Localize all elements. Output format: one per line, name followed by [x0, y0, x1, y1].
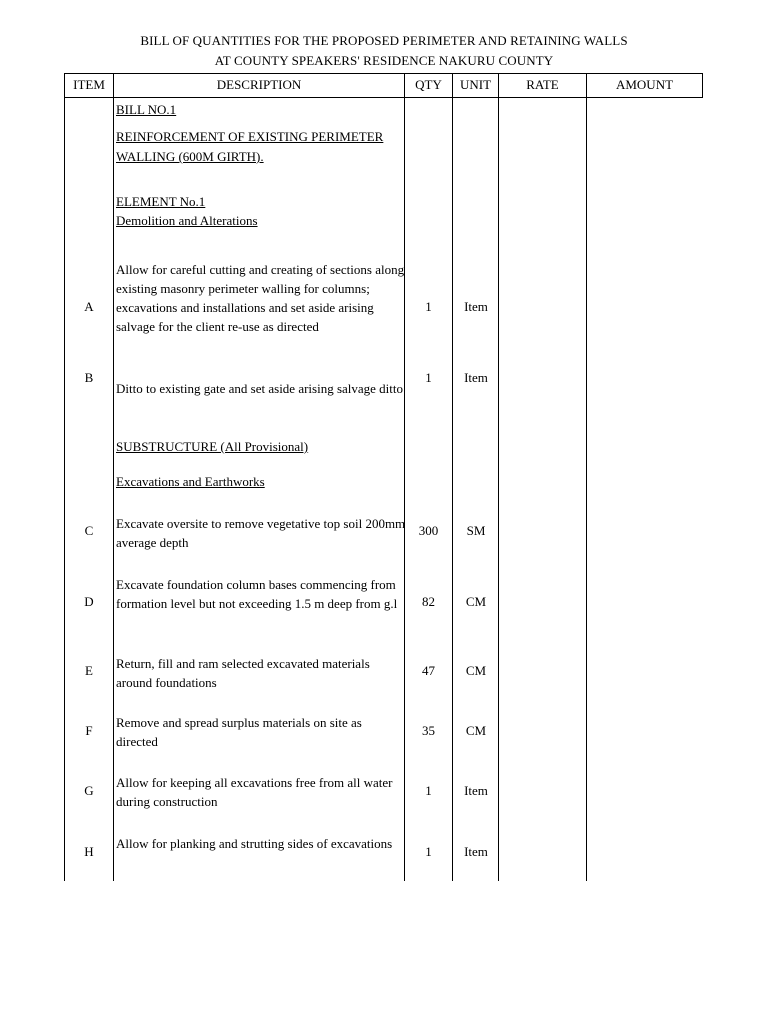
column-header-description: DESCRIPTION	[216, 77, 302, 92]
item-code: E	[85, 663, 93, 678]
item-unit: CM	[465, 723, 487, 738]
section-heading: SUBSTRUCTURE (All Provisional)	[116, 439, 309, 454]
item-description: Remove and spread surplus materials on site as directed	[116, 715, 362, 749]
item-code: F	[85, 723, 93, 738]
column-border	[498, 73, 499, 881]
item-code: B	[84, 370, 94, 385]
item-unit: Item	[464, 299, 488, 314]
column-header-item: ITEM	[73, 77, 105, 92]
element-title: Demolition and Alterations	[116, 213, 258, 228]
item-unit: CM	[465, 663, 487, 678]
column-header-unit: UNIT	[459, 77, 492, 92]
column-border	[702, 73, 703, 97]
column-border	[452, 73, 453, 881]
document-title-line-2: AT COUNTY SPEAKERS' RESIDENCE NAKURU COUNTY	[214, 53, 554, 68]
item-code: G	[84, 783, 94, 798]
item-description: Allow for careful cutting and creating of sections along existing masonry perimeter walling for columns; excavations and installations and set aside arising salvage for the client re-use as directed	[116, 262, 405, 334]
item-description: Allow for planking and strutting sides of excavations	[116, 836, 393, 851]
column-header-rate: RATE	[526, 77, 559, 92]
item-qty: 1	[425, 370, 432, 385]
subsection-heading: Excavations and Earthworks	[116, 474, 265, 489]
column-border	[113, 73, 114, 881]
item-unit: Item	[464, 783, 488, 798]
column-header-qty: QTY	[415, 77, 442, 92]
item-unit: SM	[466, 523, 486, 538]
column-header-amount: AMOUNT	[615, 77, 674, 92]
bill-title: REINFORCEMENT OF EXISTING PERIMETER WALLING (600M GIRTH).	[116, 129, 384, 164]
item-code: C	[84, 523, 94, 538]
item-code: A	[84, 299, 94, 314]
document-title-line-1: BILL OF QUANTITIES FOR THE PROPOSED PERIMETER AND RETAINING WALLS	[140, 33, 628, 48]
element-number: ELEMENT No.1	[116, 194, 206, 209]
item-qty: 35	[422, 723, 435, 738]
item-qty: 1	[425, 783, 432, 798]
item-qty: 82	[422, 594, 435, 609]
column-border	[64, 97, 65, 881]
item-unit: Item	[464, 370, 488, 385]
item-description: Excavate oversite to remove vegetative top soil 200mm average depth	[116, 516, 406, 550]
item-qty: 300	[418, 523, 439, 538]
header-bottom-border	[65, 97, 703, 98]
bill-number: BILL NO.1	[116, 102, 177, 117]
item-unit: CM	[465, 594, 487, 609]
item-qty: 1	[425, 299, 432, 314]
item-code: D	[84, 594, 94, 609]
item-unit: Item	[464, 844, 488, 859]
item-description: Ditto to existing gate and set aside arising salvage ditto	[116, 381, 404, 396]
item-qty: 47	[422, 663, 435, 678]
item-code: H	[84, 844, 94, 859]
item-qty: 1	[425, 844, 432, 859]
item-description: Allow for keeping all excavations free from all water during construction	[116, 775, 393, 809]
item-description: Excavate foundation column bases commencing from formation level but not exceeding 1.5 m deep from g.l	[116, 577, 398, 611]
item-description: Return, fill and ram selected excavated materials around foundations	[116, 656, 370, 690]
column-border	[586, 73, 587, 881]
